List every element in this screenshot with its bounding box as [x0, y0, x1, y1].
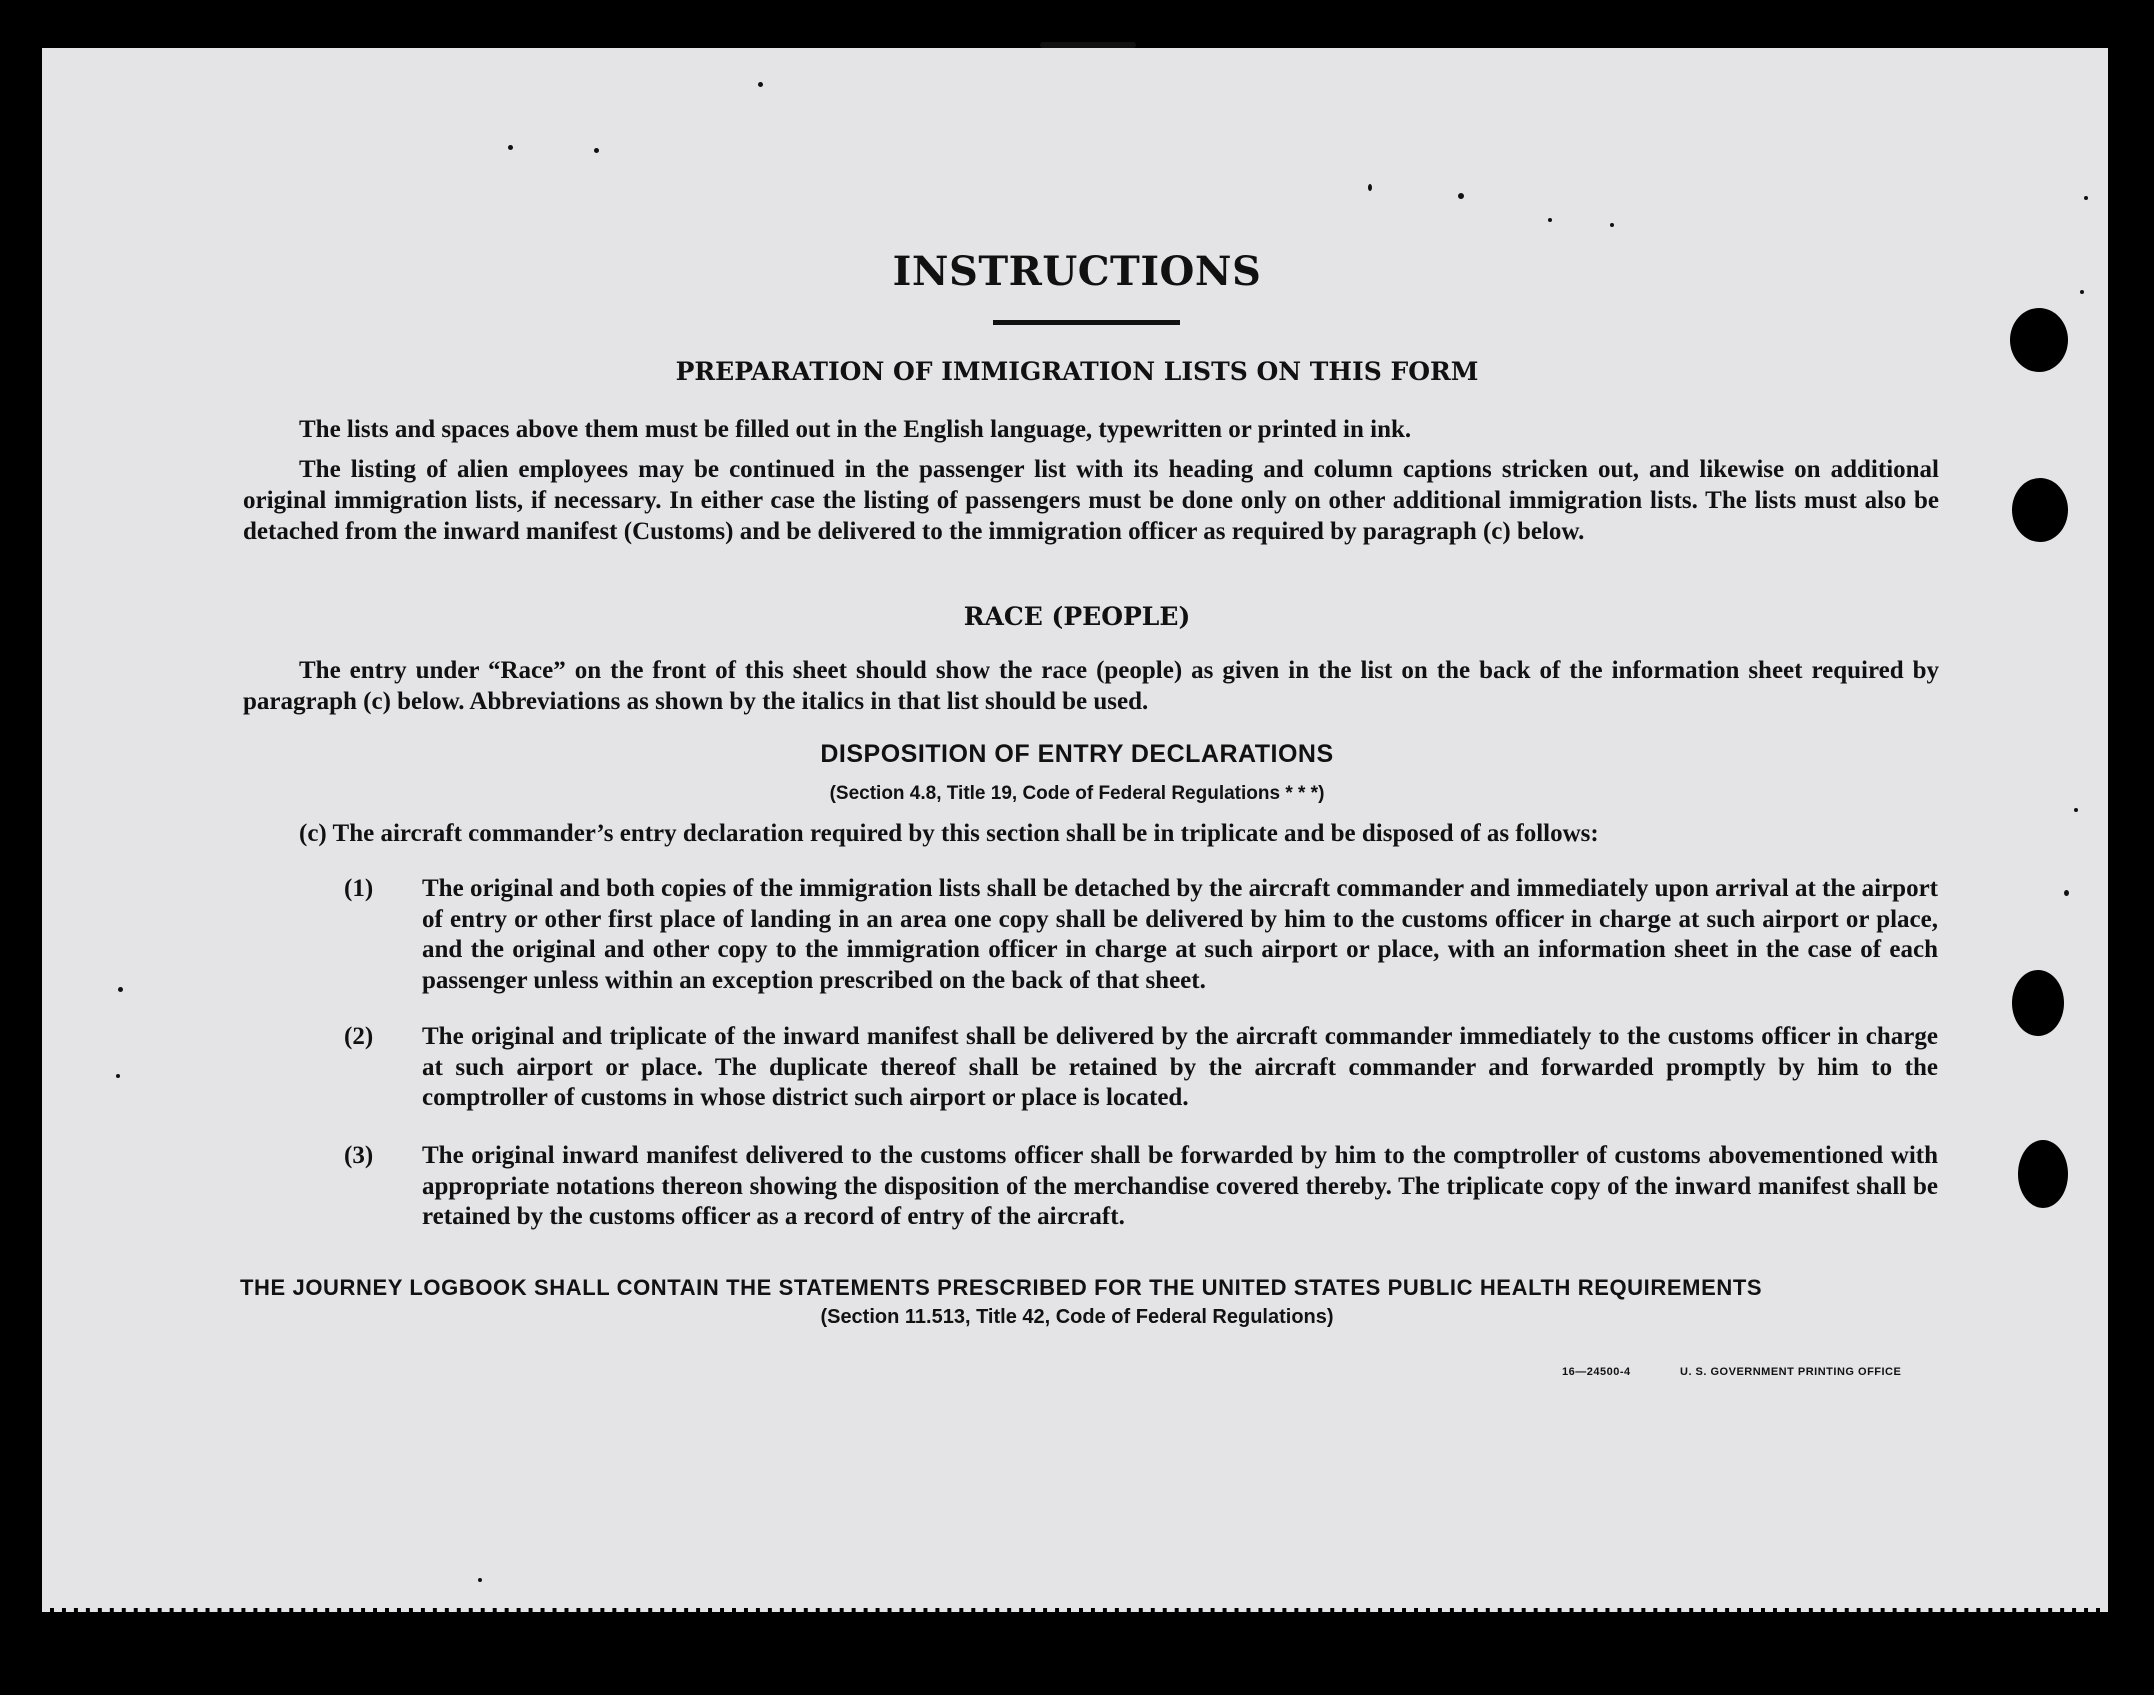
- section-heading-race: RACE (PEOPLE): [963, 602, 1191, 631]
- scan-speck: [2074, 808, 2078, 812]
- scan-speck: [1548, 218, 1552, 222]
- form-code: 16—24500-4: [1562, 1366, 1631, 1378]
- scan-speck: [758, 82, 763, 87]
- paragraph-race-entry: The entry under “Race” on the front of this sheet should show the race (people) as given in the list on the back of the information sheet required by paragraph (c) below. Abbreviations as shown by the italics in that list should be used.: [243, 657, 1939, 715]
- page-title: INSTRUCTIONS: [892, 248, 1262, 295]
- scan-speck: [116, 1074, 120, 1078]
- scan-speck: [2084, 196, 2088, 200]
- section-heading-preparation: PREPARATION OF IMMIGRATION LISTS ON THIS FORM: [675, 357, 1479, 386]
- scan-speck: [478, 1578, 482, 1582]
- paragraph-alien-employees: The listing of alien employees may be continued in the passenger list with its heading and column captions stricken out, and likewise on additional original immigration lists, if necessary. In either case the listing of passengers must be done only on other additional immigration lists. The lists must also be detached from the inward manifest (Customs) and be delivered to the immigration officer as required by paragraph (c) below.: [243, 456, 1939, 545]
- punch-hole: [2012, 478, 2068, 542]
- scan-speck: [1458, 193, 1464, 199]
- scan-speck: [118, 987, 123, 992]
- section-heading-disposition: DISPOSITION OF ENTRY DECLARATIONS: [820, 740, 1334, 768]
- public-health-statement: THE JOURNEY LOGBOOK SHALL CONTAIN THE STATEMENTS PRESCRIBED FOR THE UNITED STATES PUBLIC HEALTH REQUIREMENTS: [240, 1275, 1763, 1300]
- paragraph-lists-language: The lists and spaces above them must be filled out in the English language, typewritten or printed in ink.: [299, 416, 1412, 443]
- scan-speck: [1368, 184, 1372, 191]
- list-item-text: The original and both copies of the immigration lists shall be detached by the aircraft commander and immediately upon arrival at the airport of entry or other first place of landing in an area one copy shall be delivered by him to the customs officer in charge at such airport or place, and the original and other copy to the immigration officer in charge at such airport or place, with an information sheet in the case of each passenger unless within an exception prescribed on the back of that sheet.: [422, 875, 1938, 994]
- list-item: [346, 874, 1938, 996]
- scan-speck: [1610, 223, 1614, 227]
- title-underline: [993, 320, 1180, 325]
- list-item-text: The original and triplicate of the inward manifest shall be delivered by the aircraft commander immediately to the customs officer in charge at such airport or place. The duplicate thereof shall be retained by the aircraft commander and forwarded promptly by him to the comptroller of customs in whose district such airport or place is located.: [422, 1023, 1938, 1111]
- punch-hole: [2012, 970, 2064, 1036]
- list-item-number: (1): [344, 875, 374, 902]
- list-item: [346, 1141, 1938, 1233]
- public-health-citation: (Section 11.513, Title 42, Code of Federal Regulations): [820, 1306, 1334, 1328]
- list-item-number: (3): [344, 1142, 374, 1169]
- scan-speck: [2064, 890, 2069, 896]
- scan-speck: [1040, 42, 1136, 48]
- list-item-number: (2): [344, 1023, 374, 1050]
- perforation-line: [42, 1608, 2108, 1614]
- list-item: [346, 1022, 1938, 1114]
- punch-hole: [2018, 1140, 2068, 1208]
- scan-speck: [594, 148, 599, 153]
- scan-speck: [508, 145, 513, 150]
- paragraph-disposition-intro: (c) The aircraft commander’s entry declaration required by this section shall be in triplicate and be disposed of as follows:: [299, 820, 1599, 847]
- section-citation-title19: (Section 4.8, Title 19, Code of Federal Regulations * * *): [829, 783, 1325, 804]
- bleed-through-text: [890, 80, 895, 103]
- printer-imprint: U. S. GOVERNMENT PRINTING OFFICE: [1680, 1366, 1902, 1378]
- list-item-text: The original inward manifest delivered to the customs officer shall be forwarded by him to the comptroller of customs abovementioned with appropriate notations thereon showing the disposition of the merchandise covered thereby. The triplicate copy of the inward manifest shall be retained by the customs officer as a record of entry of the aircraft.: [422, 1142, 1938, 1230]
